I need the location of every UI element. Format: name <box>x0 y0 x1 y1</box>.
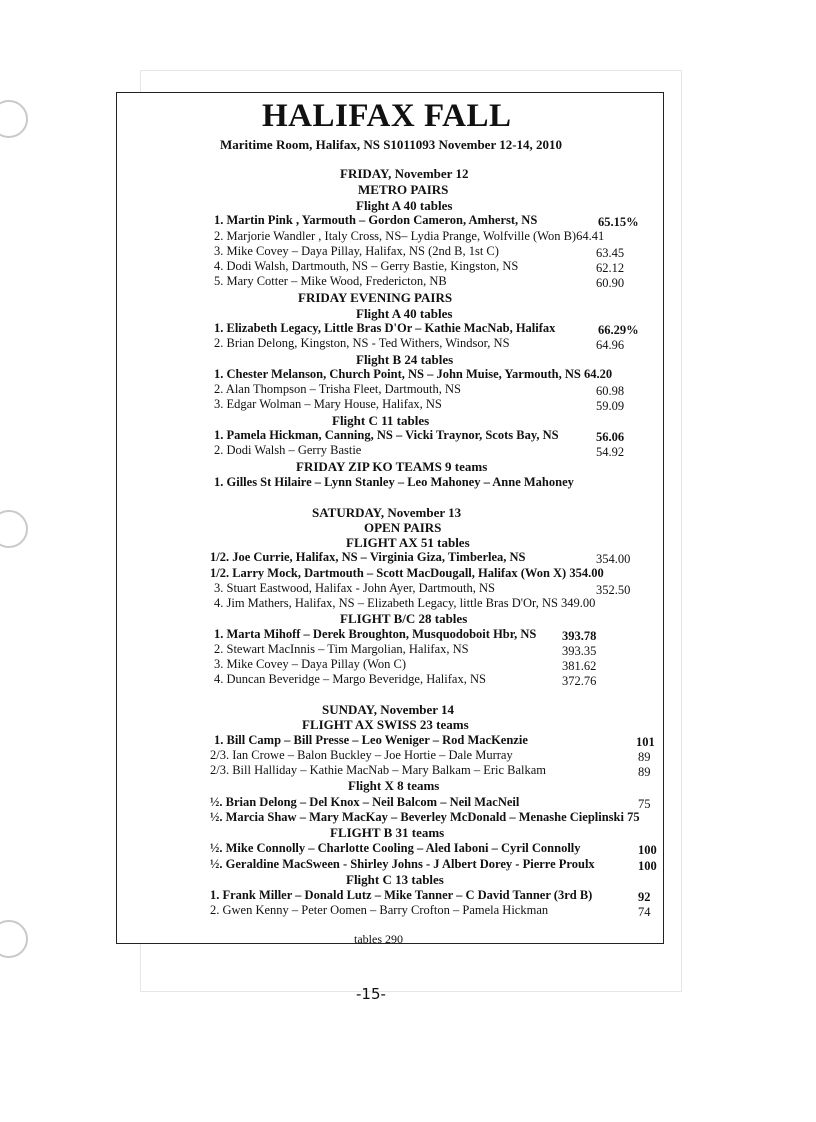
sat-ax-row-2: 1/2. Larry Mock, Dartmouth – Scott MacDougall, Halifax (Won X) 354.00 <box>210 566 604 580</box>
sat-bc-row-1: 1. Marta Mihoff – Derek Broughton, Musquodoboit Hbr, NS <box>214 627 537 641</box>
evening-c-row-1: 1. Pamela Hickman, Canning, NS – Vicki Traynor, Scots Bay, NS <box>214 428 559 442</box>
evening-b-row-1: 1. Chester Melanson, Church Point, NS – John Muise, Yarmouth, NS 64.20 <box>214 367 613 381</box>
evening-b-row-2: 2. Alan Thompson – Trisha Fleet, Dartmouth, NS <box>214 382 462 396</box>
sat-ax-row-3: 3. Stuart Eastwood, Halifax - John Ayer, Dartmouth, NS <box>214 581 495 595</box>
sat-bc-row-4: 4. Duncan Beveridge – Margo Beveridge, Halifax, NS <box>214 672 486 686</box>
sat-ax-row-1: 1/2. Joe Currie, Halifax, NS – Virginia Giza, Timberlea, NS <box>210 550 526 564</box>
punch-hole <box>0 920 28 958</box>
sunday-flight-ax: FLIGHT AX SWISS 23 teams <box>302 717 469 732</box>
metro-score-1: 65.15% <box>598 215 639 229</box>
evening-c-score-1: 56.06 <box>596 430 625 444</box>
punch-hole <box>0 510 28 548</box>
evening-flight-a: Flight A 40 tables <box>356 306 453 321</box>
venue-line: Maritime Room, Halifax, NS S1011093 November 12-14, 2010 <box>220 137 563 152</box>
evening-b-row-3: 3. Edgar Wolman – Mary House, Halifax, NS <box>214 397 442 411</box>
sun-x-row-2: ½. Marcia Shaw – Mary MacKay – Beverley McDonald – Menashe Cieplinski 75 <box>210 810 640 824</box>
friday-day: FRIDAY, November 12 <box>340 166 469 181</box>
saturday-flight-ax: FLIGHT AX 51 tables <box>346 535 470 550</box>
metro-pairs-heading: METRO PAIRS <box>358 182 449 197</box>
metro-score-3: 63.45 <box>596 246 625 260</box>
sun-ax-score-3: 89 <box>638 765 651 779</box>
saturday-day: SATURDAY, November 13 <box>312 505 462 520</box>
sunday-flight-x: Flight X 8 teams <box>348 778 440 793</box>
sun-ax-score-1: 101 <box>636 735 655 749</box>
evening-b-score-2: 60.98 <box>596 384 625 398</box>
page-number: -15- <box>356 985 386 1003</box>
metro-row-5: 5. Mary Cotter – Mike Wood, Fredericton, NB <box>214 274 447 288</box>
metro-score-5: 60.90 <box>596 276 625 290</box>
zip-ko-heading: FRIDAY ZIP KO TEAMS 9 teams <box>296 459 488 474</box>
sunday-flight-b: FLIGHT B 31 teams <box>330 825 445 840</box>
evening-flight-c: Flight C 11 tables <box>332 413 430 428</box>
sat-bc-row-2: 2. Stewart MacInnis – Tim Margolian, Halifax, NS <box>214 642 469 656</box>
evening-a-row-2: 2. Brian Delong, Kingston, NS - Ted Withers, Windsor, NS <box>214 336 510 350</box>
sun-ax-row-2: 2/3. Ian Crowe – Balon Buckley – Joe Hortie – Dale Murray <box>210 748 513 762</box>
metro-flight-a: Flight A 40 tables <box>356 198 453 213</box>
sun-ax-row-3: 2/3. Bill Halliday – Kathie MacNab – Mary Balkam – Eric Balkam <box>210 763 547 777</box>
sun-b-row-2: ½. Geraldine MacSween - Shirley Johns - J Albert Dorey - Pierre Proulx <box>210 857 595 871</box>
metro-score-4: 62.12 <box>596 261 625 275</box>
sat-bc-score-2: 393.35 <box>562 644 597 658</box>
metro-row-3: 3. Mike Covey – Daya Pillay, Halifax, NS (2nd B, 1st C) <box>214 244 499 258</box>
sat-bc-row-3: 3. Mike Covey – Daya Pillay (Won C) <box>214 657 407 671</box>
evening-b-score-3: 59.09 <box>596 399 625 413</box>
evening-pairs-heading: FRIDAY EVENING PAIRS <box>298 290 453 305</box>
sat-bc-score-4: 372.76 <box>562 674 597 688</box>
sun-x-row-1: ½. Brian Delong – Del Knox – Neil Balcom – Neil MacNeil <box>210 795 520 809</box>
metro-row-2: 2. Marjorie Wandler , Italy Cross, NS– Lydia Prange, Wolfville (Won B)64.41 <box>214 229 605 243</box>
sun-c-row-2: 2. Gwen Kenny – Peter Oomen – Barry Crofton – Pamela Hickman <box>210 903 549 917</box>
sun-b-score-1: 100 <box>638 843 657 857</box>
sun-ax-score-2: 89 <box>638 750 651 764</box>
sunday-flight-c: Flight C 13 tables <box>346 872 444 887</box>
sun-c-row-1: 1. Frank Miller – Donald Lutz – Mike Tanner – C David Tanner (3rd B) <box>210 888 593 902</box>
sun-c-score-2: 74 <box>638 905 651 919</box>
sun-b-score-2: 100 <box>638 859 657 873</box>
evening-a-score-1: 66.29% <box>598 323 639 337</box>
evening-a-row-1: 1. Elizabeth Legacy, Little Bras D'Or – Kathie MacNab, Halifax <box>214 321 556 335</box>
sat-ax-score-3: 352.50 <box>596 583 631 597</box>
sat-ax-score-1: 354.00 <box>596 552 631 566</box>
sat-ax-row-4: 4. Jim Mathers, Halifax, NS – Elizabeth Legacy, little Bras D'Or, NS 349.00 <box>214 596 596 610</box>
saturday-flight-bc: FLIGHT B/C 28 tables <box>340 611 468 626</box>
sun-x-score-1: 75 <box>638 797 651 811</box>
metro-row-1: 1. Martin Pink , Yarmouth – Gordon Cameron, Amherst, NS <box>214 213 538 227</box>
evening-flight-b: Flight B 24 tables <box>356 352 454 367</box>
sunday-day: SUNDAY, November 14 <box>322 702 455 717</box>
sun-c-score-1: 92 <box>638 890 651 904</box>
evening-a-score-2: 64.96 <box>596 338 625 352</box>
zip-ko-row-1: 1. Gilles St Hilaire – Lynn Stanley – Leo Mahoney – Anne Mahoney <box>214 475 574 489</box>
sun-b-row-1: ½. Mike Connolly – Charlotte Cooling – Aled Iaboni – Cyril Connolly <box>210 841 581 855</box>
punch-hole <box>0 100 28 138</box>
sat-bc-score-1: 393.78 <box>562 629 597 643</box>
page-title: HALIFAX FALL <box>262 98 512 134</box>
sun-ax-row-1: 1. Bill Camp – Bill Presse – Leo Weniger – Rod MacKenzie <box>214 733 528 747</box>
evening-c-score-2: 54.92 <box>596 445 625 459</box>
open-pairs-heading: OPEN PAIRS <box>364 520 442 535</box>
evening-c-row-2: 2. Dodi Walsh – Gerry Bastie <box>214 443 362 457</box>
tables-total: tables 290 <box>354 932 403 946</box>
metro-row-4: 4. Dodi Walsh, Dartmouth, NS – Gerry Bastie, Kingston, NS <box>214 259 519 273</box>
sat-bc-score-3: 381.62 <box>562 659 597 673</box>
